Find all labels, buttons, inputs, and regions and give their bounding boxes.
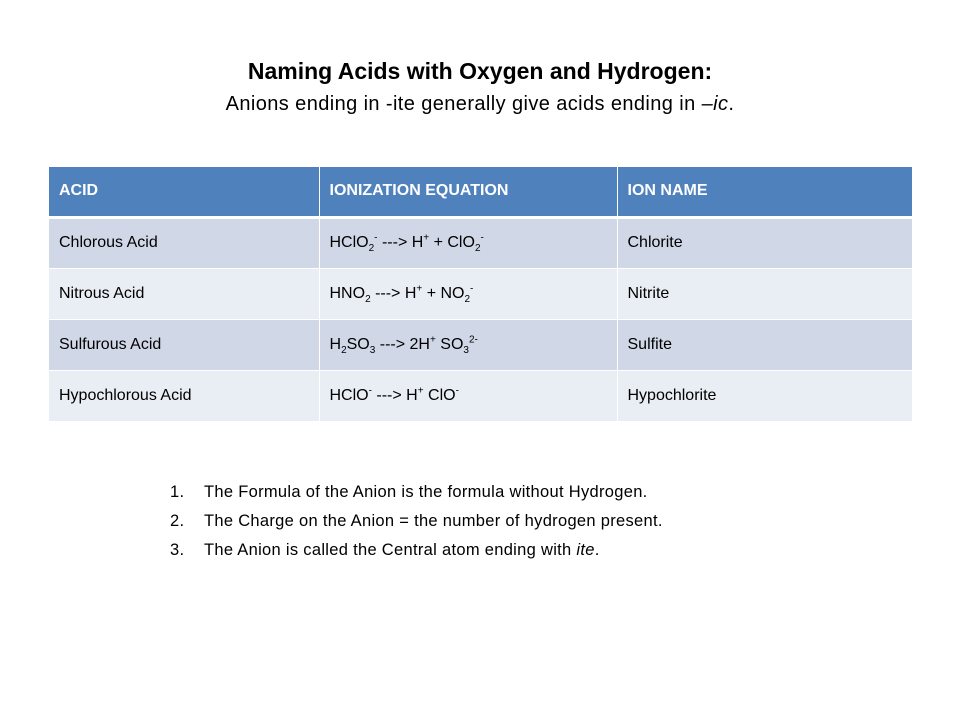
superscript: - — [480, 232, 484, 244]
list-italic: ite — [576, 541, 595, 559]
list-text: The Anion is called the Central atom ending with — [204, 541, 577, 559]
superscript: + — [429, 334, 436, 346]
page-title: Naming Acids with Oxygen and Hydrogen: — [247, 58, 713, 84]
subscript: 3 — [369, 344, 376, 356]
equation-cell — [319, 217, 617, 268]
ion-name-cell: Hypochlorite — [617, 370, 912, 421]
superscript: + — [423, 232, 430, 244]
subscript: 2 — [464, 293, 471, 305]
superscript: + — [416, 283, 423, 295]
list-item — [170, 536, 663, 565]
equation-text: HNO — [329, 284, 366, 302]
acid-cell: Nitrous Acid — [49, 268, 319, 319]
superscript: - — [455, 385, 459, 397]
list-number: 2. — [170, 512, 185, 530]
table-row — [49, 370, 912, 421]
header-ionization-equation: IONIZATION EQUATION — [319, 167, 617, 217]
equation-cell — [319, 268, 617, 319]
equation-text: SO — [435, 335, 464, 353]
subtitle-end: . — [728, 93, 735, 115]
acid-cell: Hypochlorous Acid — [49, 370, 319, 421]
superscript: 2- — [468, 334, 478, 346]
subtitle-italic: –ic — [701, 93, 729, 115]
equation-text: ---> H — [377, 234, 424, 251]
subscript: 2 — [474, 243, 481, 255]
acid-cell: Chlorous Acid — [49, 217, 319, 268]
title-block — [0, 55, 960, 119]
subscript: 2 — [341, 344, 347, 356]
ion-name-cell: Nitrite — [617, 268, 912, 319]
equation-text: ---> 2H — [375, 335, 430, 353]
header-ion-name: ION NAME — [617, 167, 912, 217]
list-number: 3. — [170, 541, 185, 559]
page-subtitle — [0, 89, 960, 119]
table-row — [49, 217, 912, 268]
equation-text: H — [329, 335, 342, 353]
acid-table — [49, 167, 912, 422]
list-text: The Charge on the Anion = the number of hydrogen present. — [204, 512, 663, 530]
table-row — [49, 319, 912, 370]
superscript: - — [374, 232, 378, 244]
table-header-row — [49, 167, 912, 217]
list-number: 1. — [170, 483, 185, 501]
equation-text: ---> H — [370, 284, 417, 302]
equation-text: SO — [346, 335, 370, 353]
subscript: 3 — [463, 344, 469, 356]
list-item — [170, 507, 663, 536]
table-row — [49, 268, 912, 319]
equation-text: HClO — [329, 386, 369, 404]
superscript: + — [417, 385, 424, 397]
equation-cell — [319, 370, 617, 421]
subscript: 2 — [368, 243, 375, 255]
list-end: . — [594, 541, 600, 559]
equation-text: ---> H — [371, 386, 418, 404]
superscript: - — [470, 283, 474, 295]
equation-text: + ClO — [429, 234, 475, 251]
equation-text: + NO — [422, 284, 465, 302]
ion-name-cell: Chlorite — [617, 217, 912, 268]
subtitle-text: Anions ending in -ite generally give acids ending in — [225, 93, 702, 115]
list-text: The Formula of the Anion is the formula without Hydrogen. — [204, 483, 648, 501]
equation-text: HClO — [329, 234, 369, 251]
equation-cell — [319, 319, 617, 370]
equation-text: ClO — [423, 386, 456, 404]
header-acid: ACID — [49, 167, 319, 217]
superscript: - — [368, 385, 372, 397]
subscript: 2 — [365, 293, 371, 305]
notes-list — [170, 478, 663, 565]
ion-name-cell: Sulfite — [617, 319, 912, 370]
list-item — [170, 478, 663, 507]
acid-cell: Sulfurous Acid — [49, 319, 319, 370]
